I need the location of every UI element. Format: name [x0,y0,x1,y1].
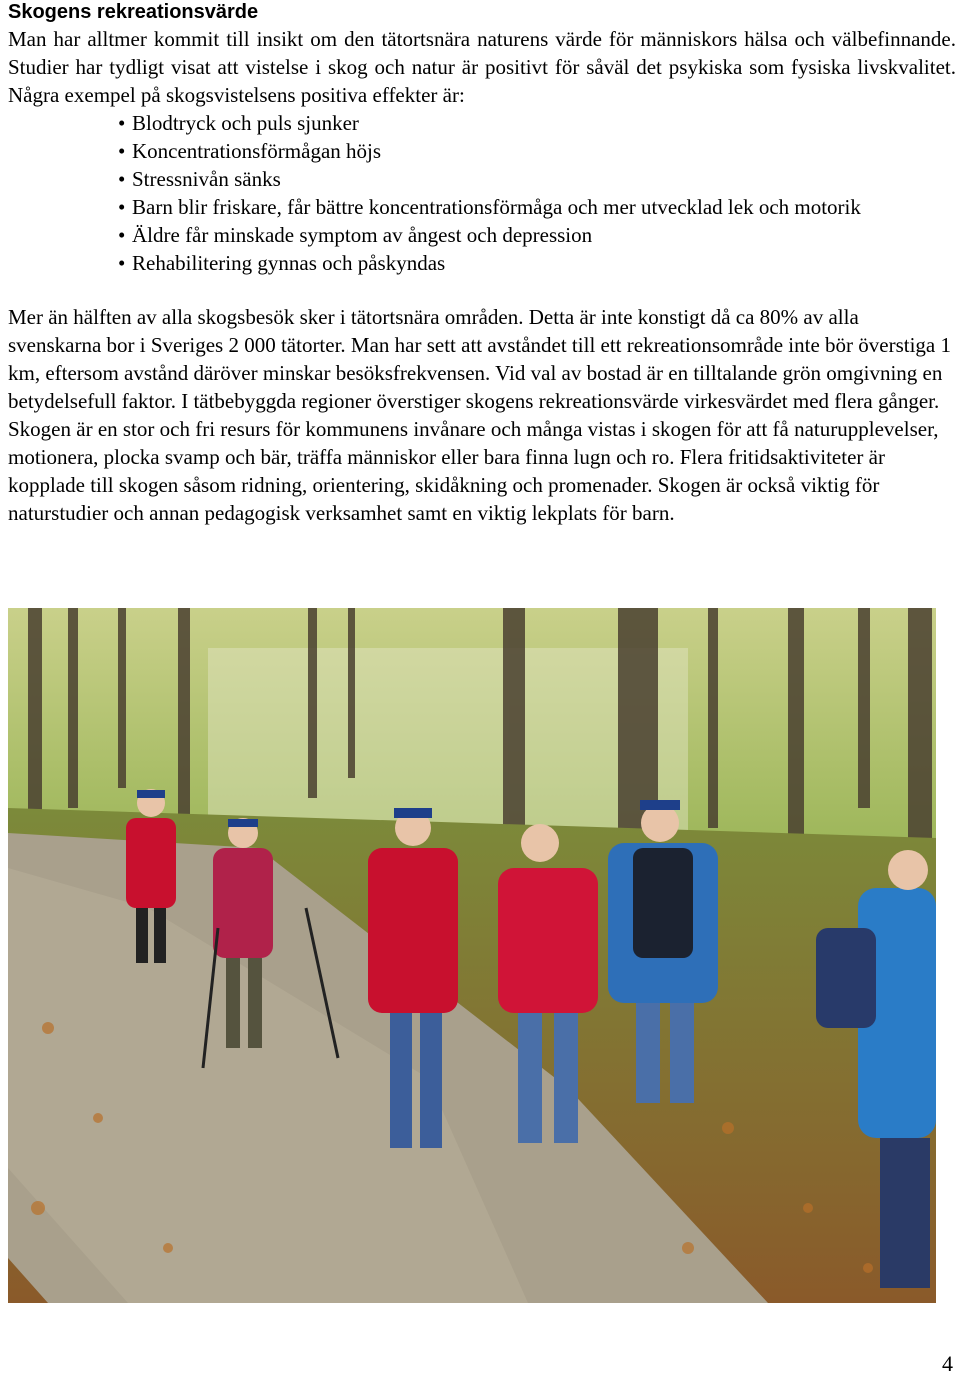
list-item: • Blodtryck och puls sjunker [118,111,359,135]
intro-paragraph: Man har alltmer kommit till insikt om den tätortsnära naturens värde för människors hälsa och välbefinnande. Studier har tydligt visat att vistelse i skog och natur är positivt för såväl det psykiska som fysiska livskvalitet. Några exempel på skogsvistelsens positiva effekter är: [8,27,956,107]
paragraph-two: Mer än hälften av alla skogsbesök sker i tätortsnära områden. Detta är inte konstigt då ca 80% av alla svenskarna bor i Sveriges 2 000 tätorter. Man har sett att avståndet till ett rekreationsområde inte bör överstiga 1 km, eftersom avstånd däröver minskar besöksfrekvensen. Vid val av bostad är en tilltalande grön omgivning en betydelsefull faktor. I tätbebyggda regioner överstiger skogens rekreationsvärde virkesvärdet med flera gånger. [8,305,951,413]
paragraph-gap [8,277,956,303]
page-number: 4 [942,1351,953,1376]
list-item: • Barn blir friskare, får bättre koncentrationsförmåga och mer utvecklad lek och motorik [118,195,861,219]
list-item: • Stressnivån sänks [118,167,281,191]
list-item: • Äldre får minskade symptom av ångest och depression [118,223,593,247]
section-heading: Skogens rekreationsvärde [8,1,259,23]
forest-walk-illustration [8,608,936,1303]
list-item: • Rehabilitering gynnas och påskyndas [118,251,446,275]
list-item: • Koncentrationsförmågan höjs [118,139,382,163]
forest-walk-photo [8,608,936,1303]
paragraph-three: Skogen är en stor och fri resurs för kommunens invånare och många vistas i skogen för att få naturupplevelser, motionera, plocka svamp och bär, träffa människor eller bara finna lugn och ro. Flera fritidsaktiviteter är kopplade till skogen såsom ridning, orientering, skidåkning och promenader. Skogen är också viktig för naturstudier och annan pedagogisk verksamhet samt en viktig lekplats för barn. [8,417,939,525]
effects-list [8,109,956,277]
document-page [8,0,956,527]
